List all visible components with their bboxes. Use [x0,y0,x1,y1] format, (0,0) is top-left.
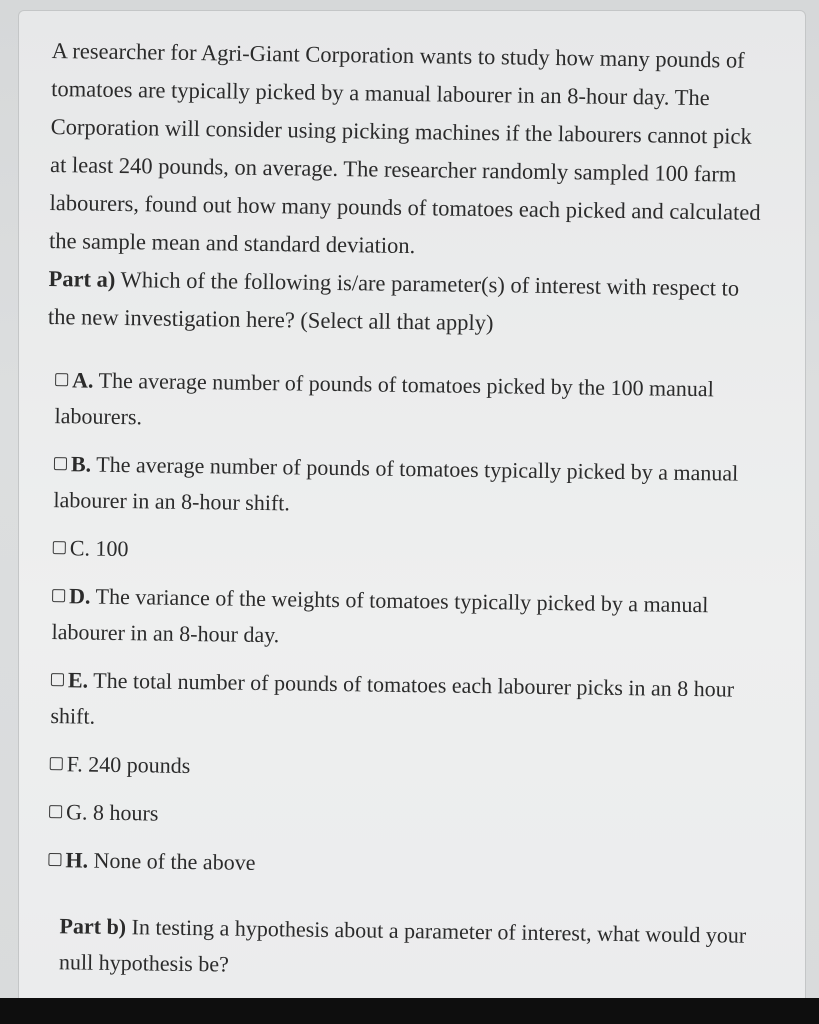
options-list [40,362,767,888]
option-text: 100 [95,535,129,562]
option-text: The average number of pounds of tomatoes picked by the 100 manual labourers. [54,367,714,430]
option-h[interactable] [48,842,760,888]
option-c[interactable] [53,530,765,576]
part-a-text: Which of the following is/are parameter(s) of interest with respect to the new investigation here? (Select all that apply) [47,266,740,336]
checkbox-g[interactable] [49,805,62,818]
part-a-label: Part a) [48,265,116,292]
option-text: The average number of pounds of tomatoes typically picked by a manual labourer in an 8-hour shift. [53,451,739,516]
checkbox-d[interactable] [52,589,65,602]
option-text: The total number of pounds of tomatoes each labourer picks in an 8 hour shift. [50,667,735,729]
checkbox-a[interactable] [55,373,68,386]
option-a[interactable] [54,362,767,444]
option-letter: H. [65,847,89,873]
checkbox-h[interactable] [48,853,61,866]
question-intro: A researcher for Agri-Giant Corporation wants to study how many pounds of tomatoes are typically picked by a manual labourer in an 8-hour day. The Corporation will consider using picking machines if the labourers cannot pick at least 240 pounds, on average. The researcher randomly sampled 100 farm labourers, found out how many pounds of tomatoes each picked and calculated the sample mean and standard deviation. [48,37,761,259]
part-a-prompt [48,260,769,346]
option-letter: A. [71,367,94,393]
checkbox-e[interactable] [51,673,64,686]
checkbox-f[interactable] [50,757,63,770]
part-b-label: Part b) [59,913,127,940]
option-letter: F. [66,751,83,777]
option-e[interactable] [50,662,763,744]
option-letter: G. [65,799,88,825]
option-b[interactable] [53,446,766,528]
option-f[interactable] [50,746,762,792]
part-b-text: In testing a hypothesis about a parameter of interest, what would your null hypothesis be? [58,914,747,977]
option-d[interactable] [51,578,764,660]
option-letter: E. [67,667,89,693]
option-text: The variance of the weights of tomatoes typically picked by a manual labourer in an 8-hour day. [51,583,709,648]
option-letter: D. [68,583,91,609]
option-text: None of the above [93,847,256,875]
option-g[interactable] [49,794,761,840]
option-text: 240 pounds [88,751,191,779]
checkbox-c[interactable] [53,541,66,554]
part-b-prompt [39,908,760,990]
question-content [38,32,771,1012]
option-letter: B. [70,451,92,477]
option-text: 8 hours [92,799,159,826]
checkbox-b[interactable] [54,457,67,470]
option-letter: C. [69,535,91,561]
screen-bottom-bezel [0,998,819,1024]
